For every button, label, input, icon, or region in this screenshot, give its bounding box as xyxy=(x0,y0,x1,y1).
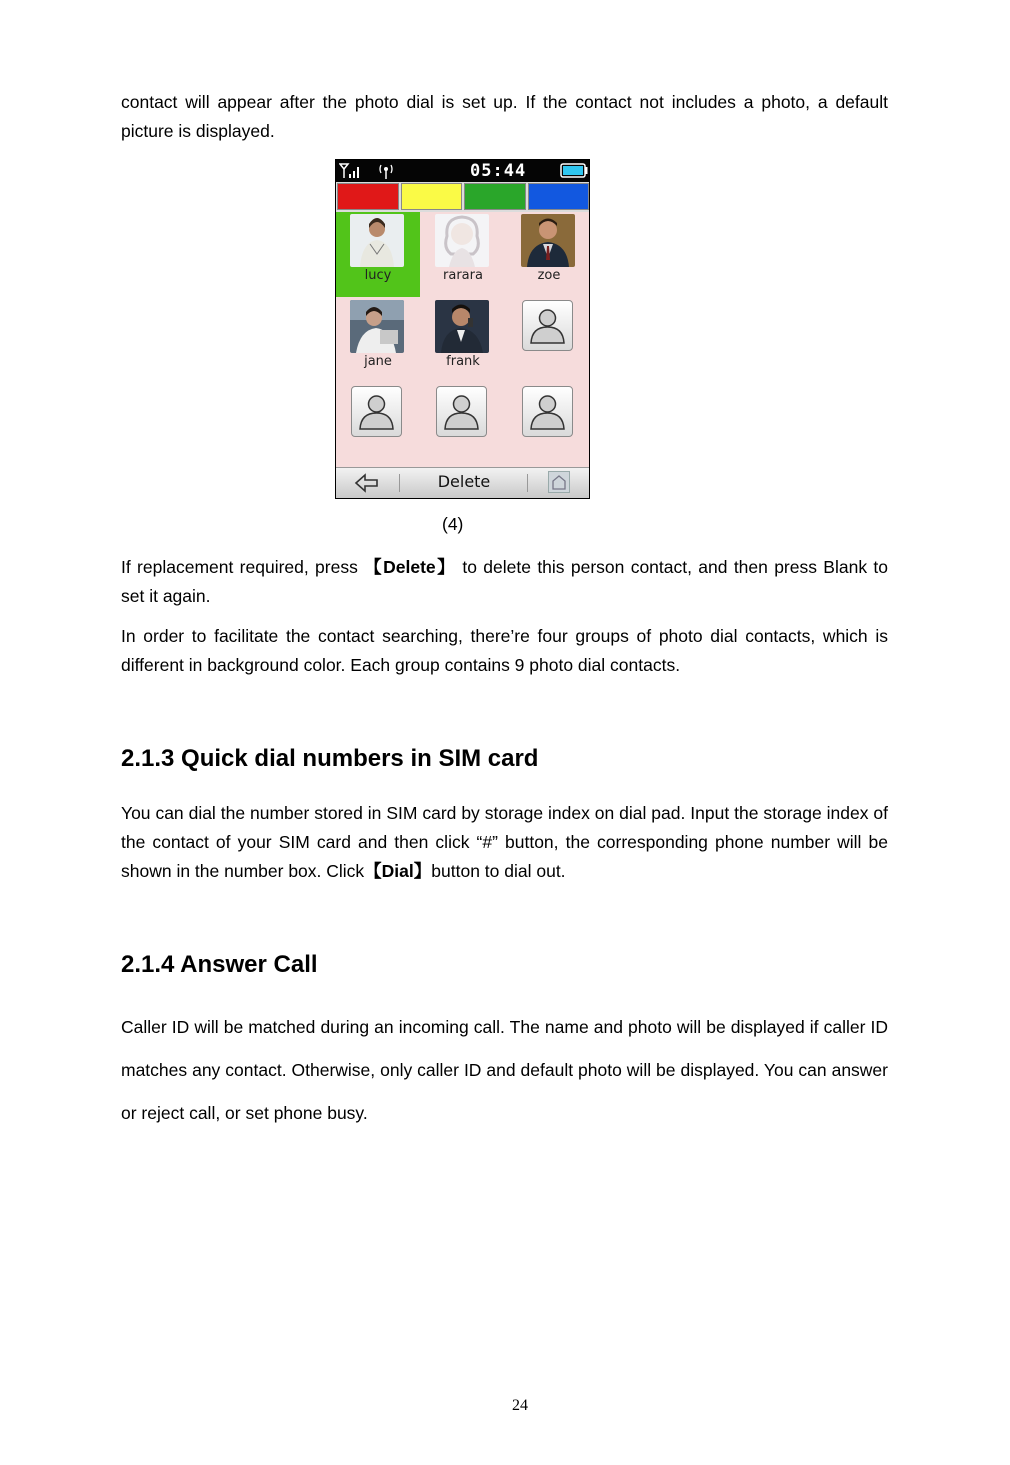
section-heading-2-1-3: 2.1.3 Quick dial numbers in SIM card xyxy=(121,745,539,772)
contact-cell[interactable] xyxy=(507,212,590,297)
contact-photo xyxy=(350,300,404,353)
contact-name: jane xyxy=(364,354,392,369)
contact-name: lucy xyxy=(364,268,392,283)
replace-text-after: to delete this person contact, and then press Blank to set it again. xyxy=(121,557,888,606)
contact-cell[interactable] xyxy=(336,384,420,469)
contact-cell[interactable] xyxy=(336,212,420,297)
contact-name: rarara xyxy=(443,268,483,283)
replace-paragraph xyxy=(121,553,888,611)
contact-cell[interactable] xyxy=(421,212,505,297)
toolbar-divider xyxy=(527,474,528,492)
replace-text-before: If replacement required, press xyxy=(121,557,365,577)
signal-icon xyxy=(339,163,363,179)
default-contact-icon xyxy=(436,386,487,437)
groups-text: In order to facilitate the contact searching, there’re four groups of photo dial contacts, which is different in background color. Each group contains 9 photo dial contacts. xyxy=(121,626,888,675)
contact-cell[interactable] xyxy=(421,384,505,469)
group-tab-yellow[interactable] xyxy=(401,183,462,210)
person-photo-icon xyxy=(350,214,404,267)
person-photo-icon xyxy=(435,300,489,353)
page-number: 24 xyxy=(512,1397,528,1414)
group-tab-green[interactable] xyxy=(464,183,526,210)
contact-name: frank xyxy=(446,354,480,369)
contact-name: zoe xyxy=(537,268,561,283)
default-contact-icon xyxy=(522,386,573,437)
contact-photo xyxy=(435,214,489,267)
group-tab-red[interactable] xyxy=(337,183,399,210)
back-arrow-icon[interactable] xyxy=(354,473,380,493)
group-tabs xyxy=(336,182,589,212)
bottom-toolbar xyxy=(336,467,589,498)
delete-key-label: 【Delete】 xyxy=(364,557,457,577)
answer-call-paragraph xyxy=(121,1006,888,1135)
status-bar xyxy=(336,160,589,182)
person-photo-icon xyxy=(350,300,404,353)
sim-quick-dial-paragraph xyxy=(121,799,888,886)
default-contact-icon xyxy=(351,386,402,437)
toolbar-divider xyxy=(399,474,400,492)
antenna-icon xyxy=(376,162,396,180)
intro-paragraph xyxy=(121,88,888,146)
contact-photo xyxy=(435,300,489,353)
contact-photo xyxy=(521,214,575,267)
answer-call-text: Caller ID will be matched during an incoming call. The name and photo will be displayed if caller ID matches any contact. Otherwise, only caller ID and default photo will be displayed. You can answer or reject call, or set phone busy. xyxy=(121,1017,888,1123)
battery-icon xyxy=(560,163,588,178)
sim-text-after: button to dial out. xyxy=(431,861,566,881)
groups-paragraph xyxy=(121,622,888,680)
contact-cell[interactable] xyxy=(421,298,505,383)
person-photo-icon xyxy=(435,214,489,267)
intro-text: contact will appear after the photo dial is set up. If the contact not includes a photo, a default picture is displayed. xyxy=(121,92,888,141)
sim-text-before: You can dial the number stored in SIM card by storage index on dial pad. Input the storage index of the contact of your SIM card and then click “#” button, the corresponding phone number will be shown in the number box. Click xyxy=(121,803,888,881)
contact-cell[interactable] xyxy=(507,298,590,383)
dial-key-label: 【Dial】 xyxy=(364,861,432,881)
person-photo-icon xyxy=(521,214,575,267)
contact-grid xyxy=(336,212,589,470)
contact-cell[interactable] xyxy=(507,384,590,469)
section-heading-2-1-4: 2.1.4 Answer Call xyxy=(121,951,318,978)
clock: 05:44 xyxy=(470,161,527,181)
default-contact-icon xyxy=(522,300,573,351)
contact-photo xyxy=(350,214,404,267)
phone-screenshot xyxy=(335,159,590,499)
figure-caption: (4) xyxy=(442,514,464,534)
home-icon[interactable] xyxy=(548,471,570,493)
group-tab-blue[interactable] xyxy=(528,183,589,210)
delete-button[interactable]: Delete xyxy=(437,472,491,491)
contact-cell[interactable] xyxy=(336,298,420,383)
